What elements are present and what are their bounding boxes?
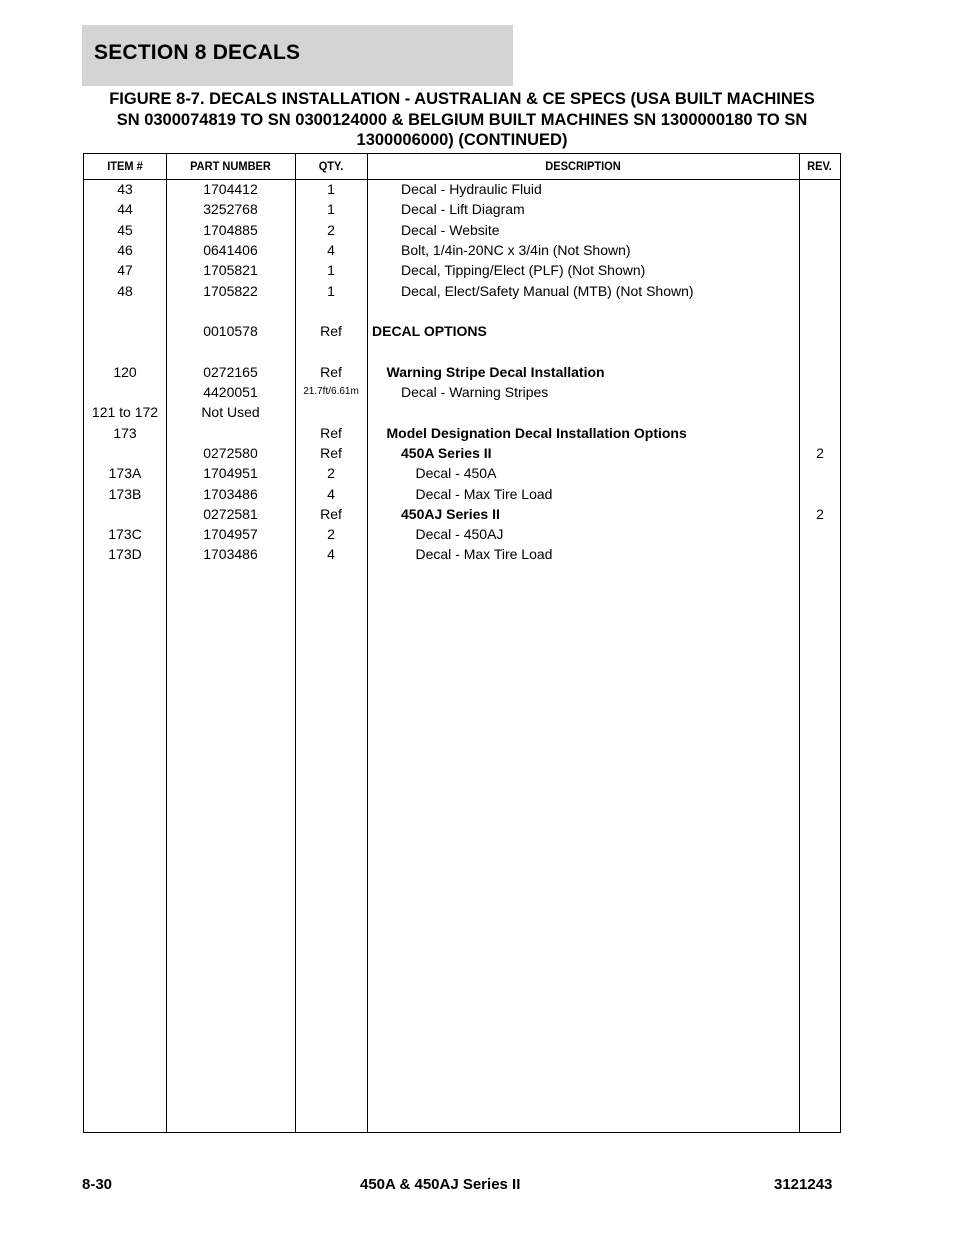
qty-cell: 21.7ft/6.61m xyxy=(303,386,359,397)
description-cell: Decal - Warning Stripes xyxy=(401,384,549,400)
item-number-cell: 47 xyxy=(117,262,133,279)
table-row xyxy=(84,240,840,260)
table-row xyxy=(84,382,840,402)
description-cell: Decal - 450A xyxy=(415,465,497,482)
qty-cell: Ref xyxy=(320,424,342,441)
qty-cell: 4 xyxy=(327,241,335,258)
header-qty: QTY. xyxy=(318,159,344,173)
table-row xyxy=(84,423,840,443)
qty-cell: 2 xyxy=(327,526,335,543)
table-row xyxy=(84,362,840,382)
qty-cell: 4 xyxy=(327,546,335,563)
item-number-cell: 45 xyxy=(117,221,133,238)
section-title: SECTION 8 DECALS xyxy=(94,41,301,64)
description-cell: Decal - Max Tire Load xyxy=(415,485,553,502)
part-number-cell: 0010578 xyxy=(203,323,258,340)
header-item: ITEM # xyxy=(107,159,143,173)
rev-cell: 2 xyxy=(816,444,824,461)
part-number-cell: 0272165 xyxy=(203,363,258,380)
figure-title-line-2: SN 0300074819 TO SN 0300124000 & BELGIUM BUILT MACHINES SN 1300000180 TO SN xyxy=(116,110,808,129)
figure-title-line-3: 1300006000) (CONTINUED) xyxy=(356,131,568,149)
table-row xyxy=(84,260,840,280)
table-row xyxy=(84,341,840,361)
part-number-cell: 0641406 xyxy=(203,241,258,258)
description-cell: Decal - Max Tire Load xyxy=(415,546,553,563)
part-number-cell: 1703486 xyxy=(203,485,258,502)
description-cell: Decal, Tipping/Elect (PLF) (Not Shown) xyxy=(401,262,646,279)
qty-cell: 1 xyxy=(327,282,335,299)
item-number-cell: 44 xyxy=(117,201,133,218)
table-row xyxy=(84,179,840,199)
description-cell: Decal - Website xyxy=(401,221,500,238)
part-number-cell: 1704951 xyxy=(203,465,258,482)
description-cell: Decal - Lift Diagram xyxy=(401,201,525,218)
table-row xyxy=(84,463,840,483)
qty-cell: 1 xyxy=(327,262,335,279)
figure-title-line-1: FIGURE 8-7. DECALS INSTALLATION - AUSTRALIAN & CE SPECS (USA BUILT MACHINES xyxy=(109,90,815,108)
item-number-cell: 173A xyxy=(108,465,142,482)
item-number-cell: 173D xyxy=(108,546,142,563)
table-row xyxy=(84,402,840,422)
table-row xyxy=(84,281,840,301)
parts-table xyxy=(83,153,841,1133)
description-cell: DECAL OPTIONS xyxy=(372,323,487,340)
part-number-cell: 1705822 xyxy=(203,282,258,299)
header-part-number: PART NUMBER xyxy=(190,159,271,173)
part-number-cell: 3252768 xyxy=(203,201,258,218)
part-number-cell: 4420051 xyxy=(203,384,258,400)
table-row xyxy=(84,199,840,219)
section-header xyxy=(82,25,513,86)
qty-cell: 2 xyxy=(327,465,335,482)
part-number-cell: 1704957 xyxy=(203,526,258,543)
table-row xyxy=(84,504,840,524)
item-number-cell: 48 xyxy=(117,282,133,299)
description-cell: Decal, Elect/Safety Manual (MTB) (Not Shown) xyxy=(401,282,694,299)
footer-model: 450A & 450AJ Series II xyxy=(360,1176,521,1193)
item-number-cell: 120 xyxy=(113,363,137,380)
footer-page-number: 8-30 xyxy=(82,1176,113,1193)
table-row xyxy=(84,484,840,504)
qty-cell: Ref xyxy=(320,505,342,522)
qty-cell: Ref xyxy=(320,444,342,461)
qty-cell: Ref xyxy=(320,363,342,380)
qty-cell: 4 xyxy=(327,485,335,502)
qty-cell: 2 xyxy=(327,221,335,238)
part-number-cell: 1704885 xyxy=(203,221,258,238)
description-cell: Warning Stripe Decal Installation xyxy=(386,363,605,380)
table-row xyxy=(84,321,840,341)
part-number-cell: 1703486 xyxy=(203,546,258,563)
header-rev: REV. xyxy=(807,159,832,173)
item-number-cell: 121 to 172 xyxy=(91,404,159,421)
footer-doc-number: 3121243 xyxy=(774,1176,833,1193)
item-number-cell: 173B xyxy=(108,485,142,502)
item-number-cell: 43 xyxy=(117,181,133,197)
table-row xyxy=(84,524,840,544)
header-description: DESCRIPTION xyxy=(545,159,621,173)
item-number-cell: 173 xyxy=(113,424,137,441)
part-number-cell: 1705821 xyxy=(203,262,258,279)
part-number-cell: 1704412 xyxy=(203,181,258,197)
description-cell: 450A Series II xyxy=(401,444,492,461)
description-cell: Decal - 450AJ xyxy=(415,526,504,543)
item-number-cell: 173C xyxy=(108,526,142,543)
table-row xyxy=(84,220,840,240)
part-number-cell: 0272581 xyxy=(203,505,258,522)
rev-cell: 2 xyxy=(816,505,824,522)
qty-cell: Ref xyxy=(320,323,342,340)
description-cell: Decal - Hydraulic Fluid xyxy=(401,181,542,197)
qty-cell: 1 xyxy=(327,201,335,218)
part-number-cell: 0272580 xyxy=(203,444,258,461)
part-number-cell: Not Used xyxy=(201,404,260,421)
figure-title xyxy=(82,89,842,151)
description-cell: Bolt, 1/4in-20NC x 3/4in (Not Shown) xyxy=(401,241,631,258)
qty-cell: 1 xyxy=(327,181,335,197)
table-row xyxy=(84,301,840,321)
description-cell: 450AJ Series II xyxy=(401,505,500,522)
table-row xyxy=(84,443,840,463)
table-row xyxy=(84,544,840,564)
item-number-cell: 46 xyxy=(117,241,133,258)
description-cell: Model Designation Decal Installation Options xyxy=(386,424,687,441)
